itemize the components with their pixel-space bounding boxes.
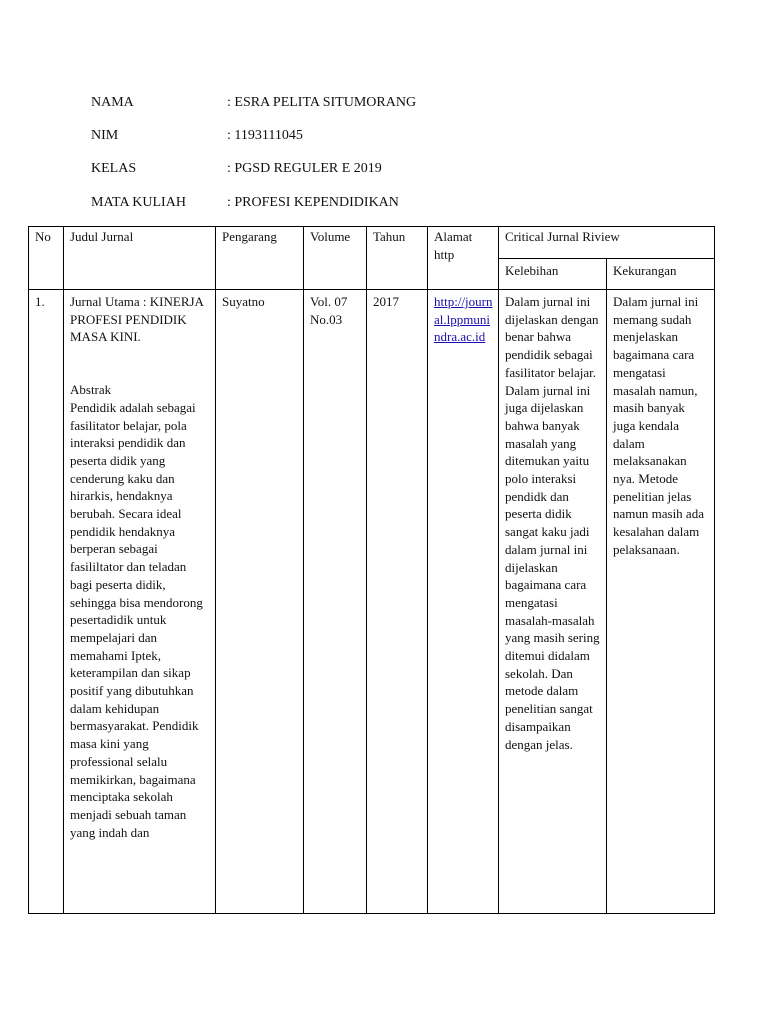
header-alamat-http: Alamat http xyxy=(428,227,499,290)
journal-review-table xyxy=(28,226,715,914)
row-alamat-http xyxy=(428,290,499,914)
mata-kuliah-label: MATA KULIAH xyxy=(91,195,186,210)
row-volume: Vol. 07 No.03 xyxy=(304,290,367,914)
header-volume: Volume xyxy=(304,227,367,290)
row-no: 1. xyxy=(29,290,64,914)
header-kelebihan: Kelebihan xyxy=(499,259,607,290)
abstrak-text: Pendidik adalah sebagai fasilitator belajar, pola interaksi pendidik dan peserta didik yang cenderung kaku dan hirarkis, hendaknya berubah. Secara ideal pendidik hendaknya berperan sebagai fasililtator dan teladan bagi peserta didik, sehingga bisa mendorong pesertadidik untuk mempelajari dan memahami Iptek, keterampilan dan sikap positif yang dibutuhkan dalam kehidupan bermasyarakat. Pendidik masa kini yang professional selalu memikirkan, bagaimana menciptaka sekolah menjadi sebuah taman yang indah dan xyxy=(70,399,203,840)
journal-url-link[interactable]: http://journal.lppmunindra.ac.id xyxy=(434,294,493,345)
abstrak-label: Abstrak xyxy=(70,382,112,398)
nim-label: NIM xyxy=(91,128,119,143)
nama-value: : ESRA PELITA SITUMORANG xyxy=(227,95,417,110)
header-no: No xyxy=(29,227,64,290)
row-pengarang: Suyatno xyxy=(216,290,304,914)
journal-title: Jurnal Utama : KINERJA PROFESI PENDIDIK MASA KINI. xyxy=(70,294,204,345)
row-tahun: 2017 xyxy=(367,290,428,914)
header-critical-jurnal-riview: Critical Jurnal Riview xyxy=(499,227,715,259)
row-kelebihan: Dalam jurnal ini dijelaskan dengan benar bahwa pendidik sebagai fasilitator belajar. Dalam jurnal ini juga dijelaskan bahwa banyak masalah yang ditemukan yaitu polo interaksi pendidk dan peserta didik sangat kaku jadi dalam jurnal ini dijelaskan bagaimana cara mengatasi masalah-masalah yang masih sering ditemui didalam sekolah. Dan metode dalam penelitian sangat disampaikan dengan jelas. xyxy=(499,290,607,914)
row-judul-jurnal xyxy=(64,290,216,914)
mata-kuliah-value: : PROFESI KEPENDIDIKAN xyxy=(227,195,399,210)
header-kekurangan: Kekurangan xyxy=(607,259,715,290)
header-judul-jurnal: Judul Jurnal xyxy=(64,227,216,290)
kelas-value: : PGSD REGULER E 2019 xyxy=(227,161,382,176)
row-kekurangan: Dalam jurnal ini memang sudah menjelaskan bagaimana cara mengatasi masalah namun, masih banyak juga kendala dalam melaksanakan nya. Metode penelitian jelas namun masih ada kesalahan dalam pelaksanaan. xyxy=(607,290,715,914)
table-header-row xyxy=(29,227,715,259)
table-row xyxy=(29,290,715,914)
header-tahun: Tahun xyxy=(367,227,428,290)
nim-value: : 1193111045 xyxy=(227,128,303,143)
nama-label: NAMA xyxy=(91,95,134,110)
header-pengarang: Pengarang xyxy=(216,227,304,290)
kelas-label: KELAS xyxy=(91,161,137,176)
